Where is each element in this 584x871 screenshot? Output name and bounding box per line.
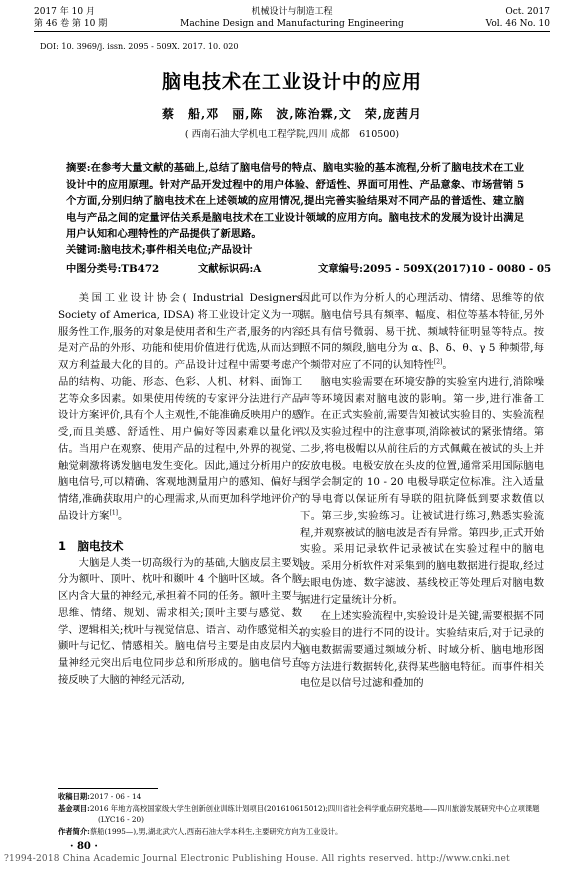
keywords: 关键词:脑电技术;事件相关电位;产品设计 xyxy=(66,244,253,256)
citation-ref: [1] xyxy=(109,509,118,517)
running-header xyxy=(34,6,550,38)
body-paragraph: 大脑是人类一切高级行为的基础,大脑皮层主要划分为额叶、顶叶、枕叶和颞叶 4 个脑叶区域。各个脑区内含大量的神经元,承担着不同的任务。额叶主要与思维、情绪、规划、需求相关;顶叶主要与感觉、数学、逻辑相关;枕叶与视觉信息、语言、动作感觉相关;颞叶与记忆、情感相关。脑电信号主要是由皮层内大量神经元突出后电位同步总和所形成的。脑电信号直接反映了大脑的神经元活动, xyxy=(58,556,302,686)
document-code: 文献标识码:A xyxy=(198,263,262,275)
intro-paragraph: 美国工业设计协会( Industrial Designers Society of America, IDSA) 将工业设计定义为一项服务性工作,服务的对象是使用者和生产者,服务的内容是对产品的外形、功能和使用价值进行优选,从而达到双方利益最大化的目的。产品设计过程中需要考虑产品的结构、功能、形态、色彩、人机、材料、面饰工艺等众多因素。如果使用传统的专家评分法进行产品设计方案评价,具有个人主观性,不能准确反映用户的感受,而且美感、舒适性、用户偏好等因素难以量化评估。当用户在观察、使用产品的过程中,外界的视觉、触觉刺激将诱发脑电发生变化。因此,通过分析用户的脑电信号,可以精确、客观地测量用户的感知、偏好与情绪,准确获取用户的心理需求,从而更加科学地评价产品设计方案[1]。 xyxy=(58,292,302,522)
received-date: 收稿日期:2017 - 06 - 14 xyxy=(58,792,142,801)
fund-note: 基金项目:2016 年地方高校国家级大学生创新创业训练计划项目(201610615012);四川省社会科学重点研究基地——四川旅游发展研究中心立项课题(LYC16 - 20) xyxy=(58,804,540,824)
doi: DOI: 10. 3969/j. issn. 2095 - 509X. 2017. 10. 020 xyxy=(40,42,239,51)
header-issue-cn: 2017 年 10 月 第 46 卷 第 10 期 xyxy=(34,7,108,29)
author-bio: 作者简介:蔡船(1995—),男,湖北武穴人,西南石油大学本科生,主要研究方向为工业设计。 xyxy=(58,827,343,836)
paper-title: 脑电技术在工业设计中的应用 xyxy=(161,71,422,93)
footnote-rule xyxy=(58,788,158,789)
clc-number: 中图分类号:TB472 xyxy=(66,263,160,275)
header-issue-en: Oct. 2017 Vol. 46 No. 10 xyxy=(485,7,550,29)
left-column xyxy=(58,290,302,689)
abstract-text: 摘要:在参考大量文献的基础上,总结了脑电信号的特点、脑电实验的基本流程,分析了脑电技术在工业设计中的应用原理。针对产品开发过程中的用户体验、舒适性、界面可用性、产品意象、市场营销 5 个方面,分别归纳了脑电技术在上述领域的应用情况,提出完善实验结果对不同产品的普适性、建立脑电与产品之间的定量评估关系是脑电技术在工业设计领域的应用方向。脑电技术的发展为设计出满足用户认知和心理特性的产品提供了新思路。 xyxy=(66,162,524,241)
abstract xyxy=(66,160,524,243)
affiliation: ( 西南石油大学机电工程学院,四川 成都 610500) xyxy=(184,129,400,140)
author-list: 蔡 船,邓 丽,陈 波,陈治霖,文 荣,庞茜月 xyxy=(162,107,422,121)
body-paragraph: 在上述实验流程中,实验设计是关键,需要根据不同的实验目的进行不同的设计。实验结束后,对于记录的脑电数据需要通过频域分析、时域分析、脑电地形图等方法进行数据转化,获得某些脑电特征。而事件相关电位是以信号过滤和叠加的 xyxy=(300,610,544,690)
section-heading: 1 脑电技术 xyxy=(58,538,124,553)
header-journal-name: 机械设计与制造工程 Machine Design and Manufacturing Engineering xyxy=(180,7,404,29)
body-paragraph: 脑电实验需要在环境安静的实验室内进行,消除噪声等环境因素对脑电波的影响。第一步,进行准备工作。在正式实验前,需要告知被试实验目的、实验流程以及实验过程中的注意事项,消除被试的紧张情绪。第二步,将电极帽以从前往后的方式佩戴在被试的头上并安放电极。电极安放在头皮的位置,通常采用国际脑电图学会制定的 10 - 20 电极导联定位标准。注入适量的导电膏以保证所有导联的阻抗降低到要求数值以下。第三步,实验练习。让被试进行练习,熟悉实验流程,并观察被试的脑电波是否有异常。第四步,正式开始实验。采用记录软件记录被试在实验过程中的脑电波。采用分析软件对采集到的脑电数据进行提取,经过去眼电伪迹、数字滤波、基线校正等处理后对脑电数据进行定量统计分析。 xyxy=(300,375,544,606)
right-column xyxy=(300,290,544,692)
article-number: 文章编号:2095 - 509X(2017)10 - 0080 - 05 xyxy=(318,263,552,275)
header-rule xyxy=(34,31,550,32)
citation-ref: [2] xyxy=(433,358,443,366)
body-paragraph: 因此可以作为分析人的心理活动、情绪、思维等的依据。脑电信号具有频率、幅度、相位等基本特征,另外还具有信号微弱、易干扰、频域特征明显等特点。按照不同的频段,脑电分为 α、β、δ、θ、γ 5 种频带,每个频带对应了不同的认知特性[2]。 xyxy=(300,292,544,371)
page-number: · 80 · xyxy=(70,841,98,852)
copyright-footer: ?1994-2018 China Academic Journal Electronic Publishing House. All rights reserved. http://www.cnki.net xyxy=(4,854,510,864)
